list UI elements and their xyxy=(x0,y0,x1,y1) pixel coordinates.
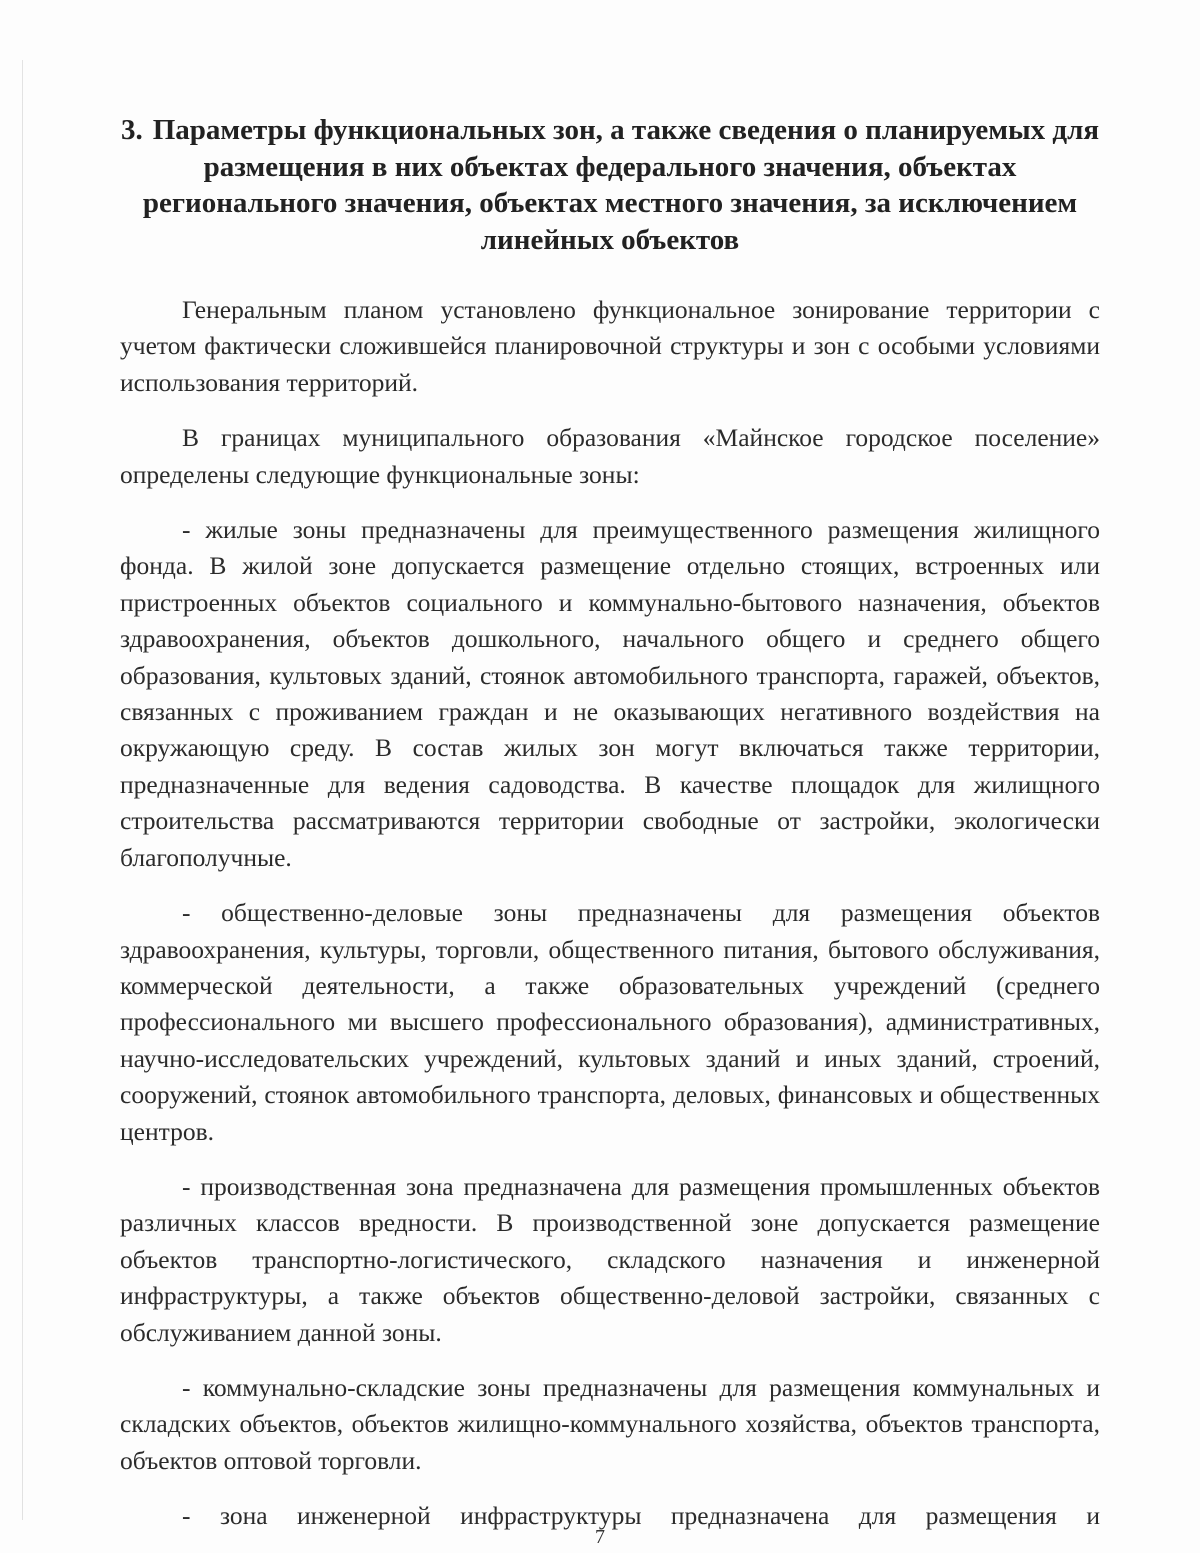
paragraph-residential-zones: - жилые зоны предназначены для преимущественного размещения жилищного фонда. В жилой зоне допускается размещение отдельно стоящих, встроенных или пристроенных объектов социального и коммунально-бытового назначения, объектов здравоохранения, объектов дошкольного, начального общего и среднего общего образования, культовых зданий, стоянок автомобильного транспорта, гаражей, объектов, связанных с проживанием граждан и не оказывающих негативного воздействия на окружающую среду. В состав жилых зон могут включаться также территории, предназначенные для ведения садоводства. В качестве площадок для жилищного строительства рассматриваются территории свободные от застройки, экологически благополучные. xyxy=(120,515,1100,872)
paragraph-intro: Генеральным планом установлено функциональное зонирование территории с учетом фактически сложившейся планировочной структуры и зон с особыми условиями использования территорий. xyxy=(120,295,1100,397)
section-title: Параметры функциональных зон, а также сведения о планируемых для размещения в них объектах федерального значения, объектах регионального значения, объектах местного значения, за исключением линейных объектов xyxy=(142,114,1100,256)
section-number: 3. xyxy=(120,114,143,146)
paragraph-zones-list-intro: В границах муниципального образования «Майнское городское поселение» определены следующие функциональные зоны: xyxy=(120,423,1100,489)
section-heading xyxy=(120,112,1100,258)
paragraph-communal-storage-zones: - коммунально-складские зоны предназначены для размещения коммунальных и складских объектов, объектов жилищно-коммунального хозяйства, объектов транспорта, объектов оптовой торговли. xyxy=(120,1372,1100,1475)
scan-edge-line xyxy=(22,60,23,1520)
body-text xyxy=(120,292,1100,1535)
paragraph-engineering-infrastructure-zone: - зона инженерной инфраструктуры предназначена для размещения и xyxy=(182,1501,1100,1531)
paragraph-public-business-zones: - общественно-деловые зоны предназначены для размещения объектов здравоохранения, культуры, торговли, общественного питания, бытового обслуживания, коммерческой деятельности, а также образовательных учреждений (среднего профессионального ми высшего профессионального образования), административных, научно-исследовательских учреждений, культовых зданий и иных зданий, строений, сооружений, стоянок автомобильного транспорта, деловых, финансовых и общественных центров. xyxy=(120,898,1100,1146)
paragraph-production-zone: - производственная зона предназначена для размещения промышленных объектов различных классов вредности. В производственной зоне допускается размещение объектов транспортно-логистического, складского назначения и инженерной инфраструктуры, а также объектов общественно-деловой застройки, связанных с обслуживанием данной зоны. xyxy=(120,1171,1100,1347)
page-number: 7 xyxy=(595,1526,605,1548)
